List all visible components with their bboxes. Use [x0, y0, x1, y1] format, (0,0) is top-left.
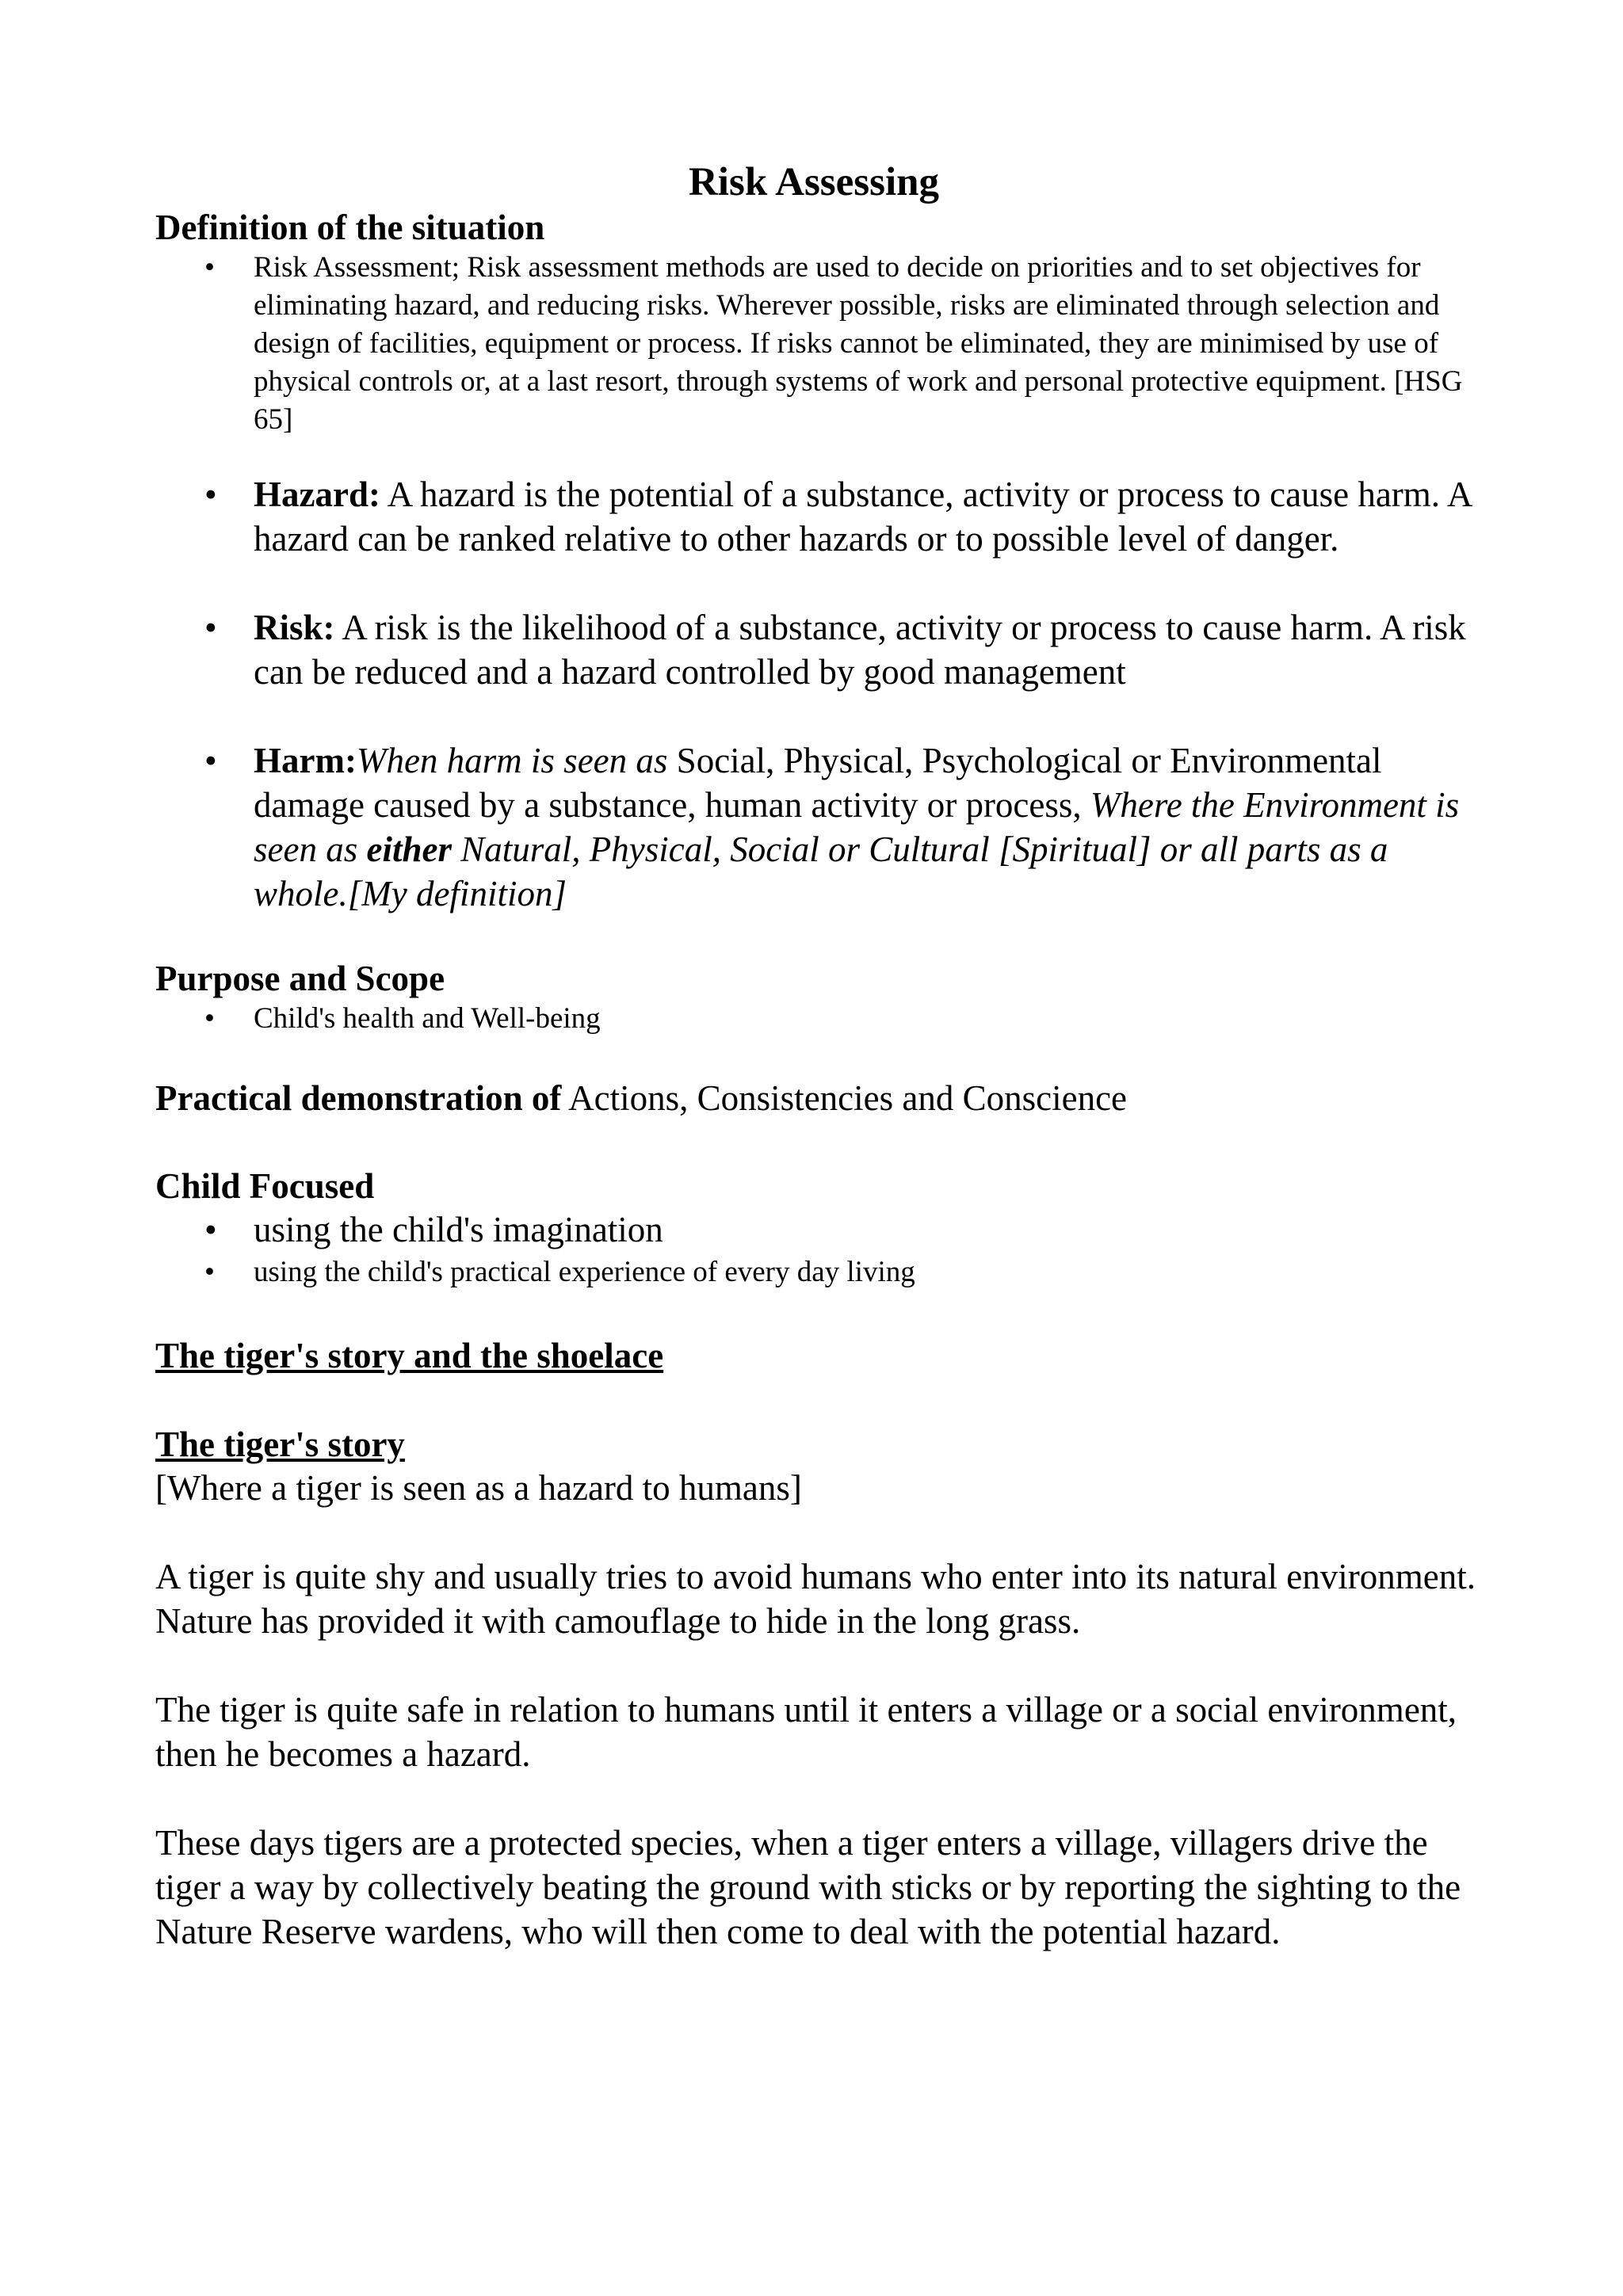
harm-text-1: Social, Physical, Psychological or Environmental damage caused by a substance, human activity or process, — [254, 741, 1382, 825]
terms-list — [155, 472, 1480, 916]
tiger-paragraph-3: These days tigers are a protected species, when a tiger enters a village, villagers drive the tiger a way by collectively beating the ground with sticks or by reporting the sighting to the Nature Reserve wardens, who will then come to deal with the potential hazard. — [155, 1823, 1461, 1951]
child-focused-heading: Child Focused — [155, 1166, 375, 1206]
list-item-hazard — [155, 472, 1480, 561]
purpose-list — [155, 1000, 1480, 1038]
risk-label: Risk: — [254, 608, 335, 647]
child-item-2: using the child's practical experience of every day living — [254, 1256, 915, 1288]
hazard-text: A hazard is the potential of a substance, activity or process to cause harm. A hazard can be ranked relative to other hazards or to possible level of danger. — [254, 475, 1471, 559]
list-item-risk-assessment — [155, 249, 1480, 439]
bullet-icon: • — [204, 1210, 217, 1249]
tiger-story-heading: The tiger's story — [155, 1425, 405, 1464]
practical-bold: Practical demonstration of — [155, 1078, 562, 1118]
bullet-icon: • — [204, 608, 217, 647]
practical-text: Actions, Consistencies and Conscience — [561, 1078, 1128, 1118]
harm-italic-2: Where the Environment is seen as — [254, 785, 1460, 869]
bullet-icon: • — [204, 1002, 215, 1035]
tiger-paragraph-1: A tiger is quite shy and usually tries to avoid humans who enter into its natural environment. Nature has provided it with camouflage to hide in the long grass. — [155, 1557, 1476, 1641]
purpose-heading: Purpose and Scope — [155, 959, 445, 998]
list-item-risk — [155, 605, 1480, 694]
page-title: Risk Assessing — [688, 160, 940, 204]
practical-demonstration — [155, 1076, 1480, 1120]
bullet-icon: • — [204, 741, 217, 780]
bullet-icon: • — [204, 475, 217, 514]
tiger-subtitle: [Where a tiger is seen as a hazard to humans] — [155, 1468, 802, 1508]
definition-list — [155, 249, 1480, 439]
harm-italic-3: Natural, Physical, Social or Cultural [Spiritual] or all parts as a whole.[My definition] — [254, 830, 1388, 913]
bullet-icon: • — [204, 1256, 215, 1288]
harm-bold-italic: either — [366, 830, 452, 869]
list-item-imagination — [155, 1207, 1480, 1252]
story-heading: The tiger's story and the shoelace — [155, 1336, 664, 1375]
tiger-paragraph-2: The tiger is quite safe in relation to humans until it enters a village or a social environment, then he becomes a hazard. — [155, 1690, 1457, 1774]
child-focused-list — [155, 1207, 1480, 1293]
definition-heading: Definition of the situation — [155, 208, 545, 247]
bullet-icon: • — [204, 251, 215, 284]
hazard-label: Hazard: — [254, 475, 380, 514]
harm-label: Harm: — [254, 741, 357, 780]
list-item-harm — [155, 738, 1480, 916]
child-item-1: using the child's imagination — [254, 1210, 663, 1249]
risk-assessment-text: Risk Assessment; Risk assessment methods are used to decide on priorities and to set objectives for eliminating hazard, and reducing risks. Wherever possible, risks are eliminated through selection and design of facilities, equipment or process. If risks cannot be eliminated, they are minimised by use of physical controls or, at a last resort, through systems of work and personal protective equipment. [HSG 65] — [254, 251, 1463, 436]
list-item-purpose — [155, 1000, 1480, 1038]
purpose-item: Child's health and Well-being — [254, 1002, 601, 1035]
risk-text: A risk is the likelihood of a substance, activity or process to cause harm. A risk can be reduced and a hazard controlled by good management — [254, 608, 1466, 692]
list-item-experience — [155, 1252, 1480, 1293]
harm-italic-1: When harm is seen as — [356, 741, 668, 780]
